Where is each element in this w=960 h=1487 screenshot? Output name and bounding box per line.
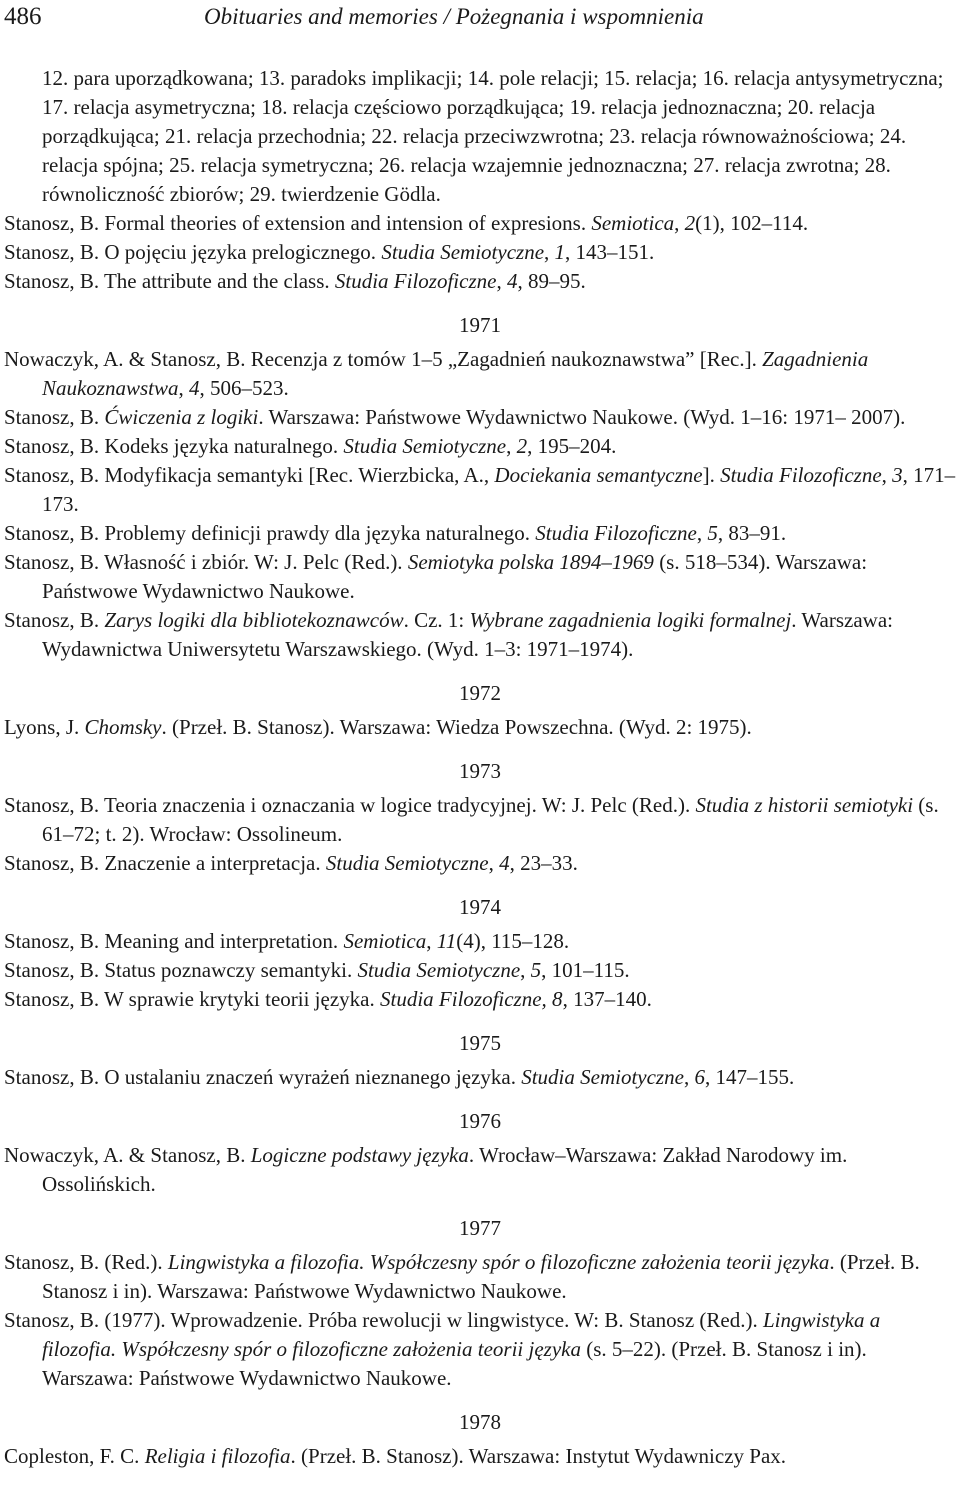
bibliography-entry: Stanosz, B. Własność i zbiór. W: J. Pelc (Red.). Semiotyka polska 1894–1969 (s. 518–534). Warszawa: Państwowe Wydawnictwo Naukowe. bbox=[4, 550, 868, 603]
bibliography-entry: Stanosz, B. O ustalaniu znaczeń wyrażeń nieznanego języka. Studia Semiotyczne, 6, 147–155. bbox=[4, 1065, 795, 1089]
running-title: Obituaries and memories / Pożegnania i wspomnienia bbox=[204, 4, 704, 29]
bibliography-entry: Stanosz, B. Problemy definicji prawdy dla języka naturalnego. Studia Filozoficzne, 5, 83–91. bbox=[4, 521, 787, 545]
bibliography-entry: Stanosz, B. Teoria znaczenia i oznaczania w logice tradycyjnej. W: J. Pelc (Red.). Studia z historii semiotyki (s. 61–72; t. 2). Wrocław: Ossolineum. bbox=[4, 793, 939, 846]
year-heading: 1971 bbox=[459, 313, 501, 337]
bibliography-entry: Stanosz, B. Kodeks języka naturalnego. Studia Semiotyczne, 2, 195–204. bbox=[4, 434, 617, 458]
running-header bbox=[4, 0, 956, 43]
bibliography-entry: Stanosz, B. W sprawie krytyki teorii języka. Studia Filozoficzne, 8, 137–140. bbox=[4, 987, 652, 1011]
bibliography-entry: Stanosz, B. O pojęciu języka prelogicznego. Studia Semiotyczne, 1, 143–151. bbox=[4, 240, 655, 264]
bibliography-entry: Nowaczyk, A. & Stanosz, B. Logiczne podstawy języka. Wrocław–Warszawa: Zakład Narodowy im. Ossolińskich. bbox=[4, 1143, 848, 1196]
year-heading: 1973 bbox=[459, 759, 501, 783]
bibliography-entry: Stanosz, B. Formal theories of extension and intension of expresions. Semiotica, 2(1), 102–114. bbox=[4, 211, 809, 235]
bibliography-entry: Stanosz, B. Meaning and interpretation. Semiotica, 11(4), 115–128. bbox=[4, 929, 570, 953]
bibliography-entry: Stanosz, B. Status poznawczy semantyki. Studia Semiotyczne, 5, 101–115. bbox=[4, 958, 630, 982]
year-heading: 1972 bbox=[459, 681, 501, 705]
year-heading: 1976 bbox=[459, 1109, 501, 1133]
bibliography-entry: Stanosz, B. Znaczenie a interpretacja. Studia Semiotyczne, 4, 23–33. bbox=[4, 851, 578, 875]
glossary-tail: 12. para uporządkowana; 13. paradoks implikacji; 14. pole relacji; 15. relacja; 16. relacja antysymetryczna; 17. relacja asymetryczna; 18. relacja częściowo porządkująca; 19. relacja jednoznaczna; 20. relacja porządkująca; 21. relacja przechodnia; 22. relacja przeciwzwrotna; 23. relacja równoważnościowa; 24. relacja spójna; 25. relacja symetryczna; 26. relacja wzajemnie jednoznaczna; 27. relacja zwrotna; 28. równoliczność zbiorów; 29. twierdzenie Gödla. bbox=[42, 66, 944, 206]
year-heading: 1975 bbox=[459, 1031, 501, 1055]
year-heading: 1977 bbox=[459, 1216, 501, 1240]
bibliography-entry: Stanosz, B. (Red.). Lingwistyka a filozofia. Współczesny spór o filozoficzne założenia teorii języka. (Przeł. B. Stanosz i in). Warszawa: Państwowe Wydawnictwo Naukowe. bbox=[4, 1250, 920, 1303]
bibliography-entry: Nowaczyk, A. & Stanosz, B. Recenzja z tomów 1–5 „Zagadnień naukoznawstwa” [Rec.]. Zagadnienia Naukoznawstwa, 4, 506–523. bbox=[4, 347, 869, 400]
bibliography-entry: Lyons, J. Chomsky. (Przeł. B. Stanosz). Warszawa: Wiedza Powszechna. (Wyd. 2: 1975). bbox=[4, 715, 752, 739]
bibliography-entry: Stanosz, B. Modyfikacja semantyki [Rec. Wierzbicka, A., Dociekania semantyczne]. Studia Filozoficzne, 3, 171–173. bbox=[4, 463, 956, 516]
bibliography-content bbox=[4, 64, 956, 1471]
bibliography-entry: Copleston, F. C. Religia i filozofia. (Przeł. B. Stanosz). Warszawa: Instytut Wydawniczy Pax. bbox=[4, 1444, 787, 1468]
year-heading: 1978 bbox=[459, 1410, 501, 1434]
year-heading: 1974 bbox=[459, 895, 501, 919]
bibliography-entry: Stanosz, B. The attribute and the class. Studia Filozoficzne, 4, 89–95. bbox=[4, 269, 586, 293]
bibliography-entry: Stanosz, B. Zarys logiki dla bibliotekoznawców. Cz. 1: Wybrane zagadnienia logiki formalnej. Warszawa: Wydawnictwa Uniwersytetu Warszawskiego. (Wyd. 1–3: 1971–1974). bbox=[4, 608, 894, 661]
bibliography-entry: Stanosz, B. (1977). Wprowadzenie. Próba rewolucji w lingwistyce. W: B. Stanosz (Red.). Lingwistyka a filozofia. Współczesny spór o filozoficzne założenia teorii języka (s. 5–22). (Przeł. B. Stanosz i in). Warszawa: Państwowe Wydawnictwo Naukowe. bbox=[4, 1308, 881, 1390]
page-number: 486 bbox=[4, 3, 42, 30]
bibliography-entry: Stanosz, B. Ćwiczenia z logiki. Warszawa: Państwowe Wydawnictwo Naukowe. (Wyd. 1–16: 1971– 2007). bbox=[4, 405, 906, 429]
